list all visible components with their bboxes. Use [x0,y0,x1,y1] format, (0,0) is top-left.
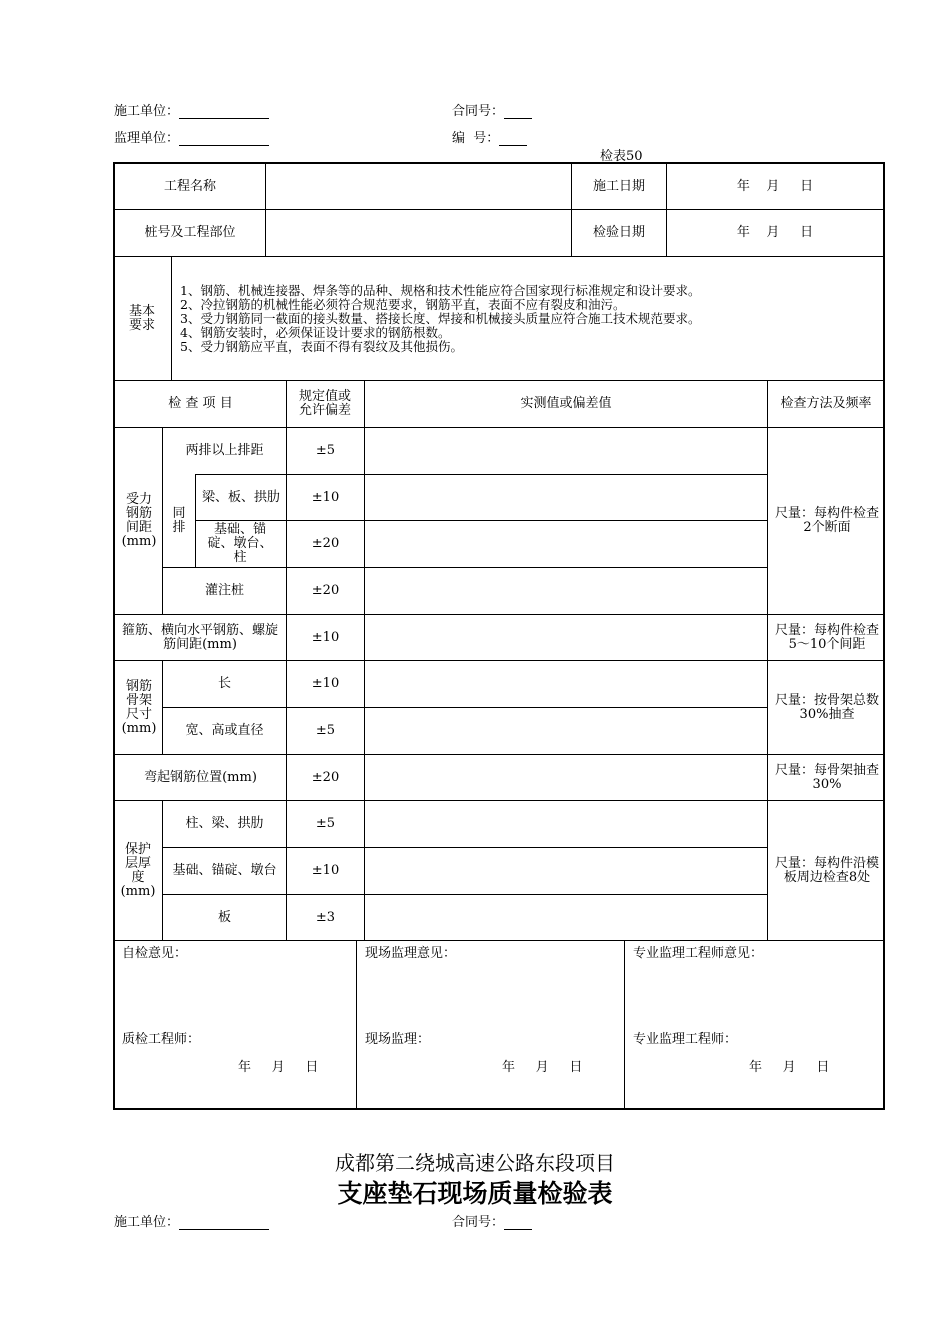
method-cell: 尺量：按骨架总数30%抽查 [774,692,879,722]
date-line: 年 月 日 [238,1060,319,1075]
contract-no-field [452,100,532,119]
row-label: 灌注桩 [204,583,244,598]
measured-value-cell[interactable] [365,521,767,567]
rebar-cage-size-label: 钢筋骨架尺寸(mm) [121,678,157,736]
requirement-4: 4、钢筋安装时，必须保证设计要求的钢筋根数。 [180,325,451,340]
qc-engineer-label: 质检工程师： [122,1032,201,1047]
tolerance-value: ±10 [311,629,340,645]
pile-location-value[interactable] [266,210,571,256]
project-name-label: 工程名称 [163,178,216,194]
requirement-3: 3、受力钢筋同一截面的接头数量、搭接长度、焊接和机械接头质量应符合施工技术规范要求。 [180,311,701,326]
tolerance-value: ±10 [311,863,340,878]
row-label: 基础、锚碇、墩台、柱 [207,522,273,565]
measured-value-cell[interactable] [365,895,767,940]
tolerance-value: ±5 [315,816,336,831]
construction-unit-blank[interactable] [179,1215,269,1230]
contract-no-label: 合同号： [452,104,505,119]
construction-date-label: 施工日期 [592,178,645,194]
measured-value-cell[interactable] [365,615,767,660]
contract-no-label: 合同号： [452,1215,505,1230]
project-title: 成都第二绕城高速公路东段项目 [335,1151,615,1175]
row-label: 宽、高或直径 [185,723,264,738]
inspection-date-label: 检验日期 [592,225,645,240]
requirement-2: 2、冷拉钢筋的机械性能必须符合规范要求，钢筋平直，表面不应有裂皮和油污。 [180,297,626,312]
tolerance-value: ±20 [311,583,340,598]
col-header-spec: 规定值或允许偏差 [298,389,351,418]
number-label: 编 号： [452,131,500,146]
site-supervision-opinion-label: 现场监理意见： [365,946,457,961]
method-cell: 尺量：每构件检查2个断面 [774,506,879,535]
number-field [452,127,527,146]
tolerance-value: ±5 [315,723,336,738]
basic-requirements-label: 基本要求 [128,303,155,333]
method-cell: 尺量：每骨架抽查30% [774,762,879,792]
site-supervisor-label: 现场监理： [365,1032,431,1047]
stressed-rebar-spacing-label: 受力钢筋间距(mm) [121,492,157,549]
tolerance-value: ±10 [311,489,340,505]
row-label: 长 [217,676,231,691]
measured-value-cell[interactable] [365,475,767,520]
col-header-method: 检查方法及频率 [780,396,872,411]
project-name-value[interactable] [266,164,571,209]
cover-thickness-label: 保护层厚度(mm) [120,841,156,899]
requirement-1: 1、钢筋、机械连接器、焊条等的品种、规格和技术性能应符合国家现行标准规定和设计要求。 [180,283,701,298]
construction-unit-label: 施工单位： [114,104,180,119]
measured-value-cell[interactable] [365,568,767,614]
measured-value-cell[interactable] [365,801,767,847]
measured-value-cell[interactable] [365,428,767,474]
inspection-date-value[interactable]: 年 月 日 [736,225,814,240]
form-number: 检表50 [600,149,643,164]
bent-rebar-position-label: 弯起钢筋位置(mm) [144,769,257,785]
form-title: 支座垫石现场质量检验表 [337,1179,613,1208]
stirrup-spacing-label: 箍筋、横向水平钢筋、螺旋筋间距(mm) [121,622,278,652]
specialist-engineer-label: 专业监理工程师： [633,1032,738,1047]
row-label: 两排以上排距 [185,443,264,458]
method-cell: 尺量：每构件检查5～10个间距 [774,622,879,652]
construction-unit-field [114,100,269,119]
col-header-measured: 实测值或偏差值 [520,396,612,411]
supervision-unit-label: 监理单位： [114,131,180,146]
tolerance-value: ±5 [315,443,336,458]
date-line: 年 月 日 [502,1060,583,1075]
row-label: 柱、梁、拱肋 [185,816,264,831]
measured-value-cell[interactable] [365,661,767,707]
col-header-item: 检 查 项 目 [168,396,233,411]
construction-date-value[interactable]: 年 月 日 [736,178,814,194]
specialist-opinion-label: 专业监理工程师意见： [633,946,764,961]
requirement-5: 5、受力钢筋应平直，表面不得有裂纹及其他损伤。 [180,339,463,354]
contract-no-blank[interactable] [504,1215,532,1230]
number-blank[interactable] [499,131,527,146]
construction-unit-blank[interactable] [179,104,269,119]
contract-no-blank[interactable] [504,104,532,119]
supervision-unit-field [114,127,269,146]
row-label: 基础、锚碇、墩台 [172,863,277,878]
measured-value-cell[interactable] [365,708,767,754]
pile-location-label: 桩号及工程部位 [144,225,236,240]
same-row-label: 同排 [172,506,186,535]
construction-unit-label: 施工单位： [114,1215,180,1230]
tolerance-value: ±10 [311,676,340,691]
tolerance-value: ±3 [315,909,336,925]
row-label: 板 [217,909,231,925]
method-cell: 尺量：每构件沿模板周边检查8处 [774,855,879,885]
construction-unit-field [114,1211,269,1230]
measured-value-cell[interactable] [365,848,767,894]
contract-no-field [452,1211,532,1230]
measured-value-cell[interactable] [365,755,767,800]
row-label: 梁、板、拱肋 [201,489,280,505]
date-line: 年 月 日 [749,1060,830,1075]
self-check-opinion-label: 自检意见： [122,946,188,961]
tolerance-value: ±20 [311,536,340,551]
supervision-unit-blank[interactable] [179,131,269,146]
tolerance-value: ±20 [311,769,340,785]
